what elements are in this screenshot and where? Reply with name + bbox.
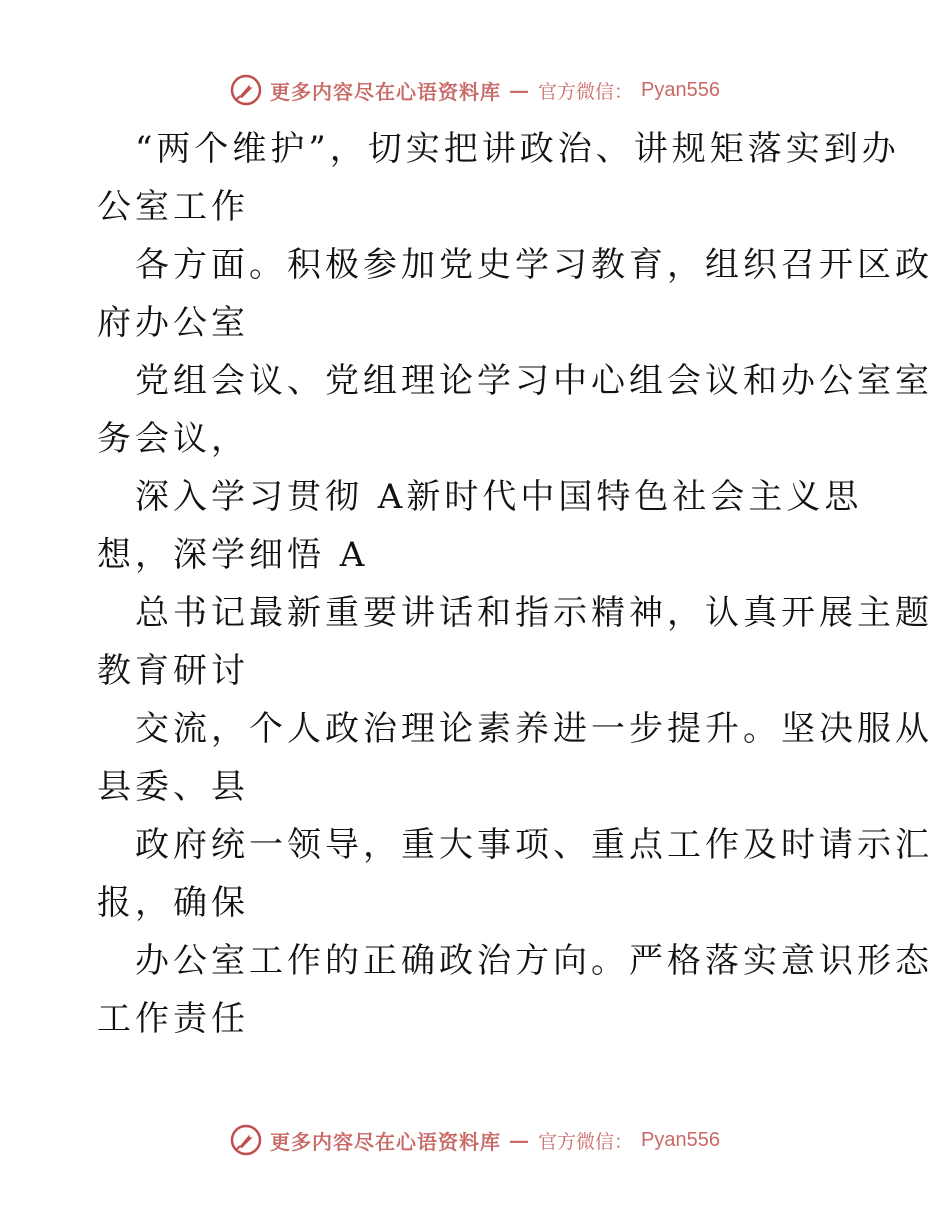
watermark-header bbox=[0, 70, 950, 110]
text-line: 公室工作 bbox=[97, 187, 249, 227]
watermark-site-text: 更多内容尽在心语资料库 bbox=[270, 1129, 501, 1154]
text-line: “两个维护”，切实把讲政治、讲规矩落实到办 bbox=[135, 129, 900, 169]
text-line: 工作责任 bbox=[97, 999, 249, 1039]
text-line: 县委、县 bbox=[97, 767, 249, 807]
text-line: 办公室工作的正确政治方向。严格落实意识形态 bbox=[135, 941, 933, 981]
watermark-wechat-id: Pyan556 bbox=[641, 78, 720, 101]
watermark-footer bbox=[0, 1120, 950, 1160]
text-line: 政府统一领导，重大事项、重点工作及时请示汇 bbox=[135, 825, 933, 865]
text-line: 府办公室 bbox=[97, 303, 249, 343]
watermark-dash: — bbox=[509, 78, 530, 102]
text-line: 务会议， bbox=[97, 419, 249, 459]
pen-nib-icon bbox=[230, 1124, 262, 1156]
text-line: 交流，个人政治理论素养进一步提升。坚决服从 bbox=[135, 709, 933, 749]
text-line: 总书记最新重要讲话和指示精神，认真开展主题 bbox=[135, 593, 933, 633]
watermark-site-text: 更多内容尽在心语资料库 bbox=[270, 79, 501, 104]
text-line: 想，深学细悟 A bbox=[97, 535, 369, 575]
pen-nib-icon bbox=[230, 74, 262, 106]
text-line: 深入学习贯彻 A新时代中国特色社会主义思 bbox=[135, 477, 863, 517]
watermark-wechat-label: 官方微信： bbox=[538, 80, 634, 103]
text-line: 党组会议、党组理论学习中心组会议和办公室室 bbox=[135, 361, 933, 401]
watermark-dash: — bbox=[509, 1128, 530, 1152]
text-line: 报，确保 bbox=[97, 883, 249, 923]
text-line: 教育研讨 bbox=[97, 651, 249, 691]
watermark-wechat-label: 官方微信： bbox=[538, 1130, 634, 1153]
watermark-wechat-id: Pyan556 bbox=[641, 1128, 720, 1151]
text-line: 各方面。积极参加党史学习教育，组织召开区政 bbox=[135, 245, 933, 285]
document-body bbox=[97, 120, 933, 1048]
